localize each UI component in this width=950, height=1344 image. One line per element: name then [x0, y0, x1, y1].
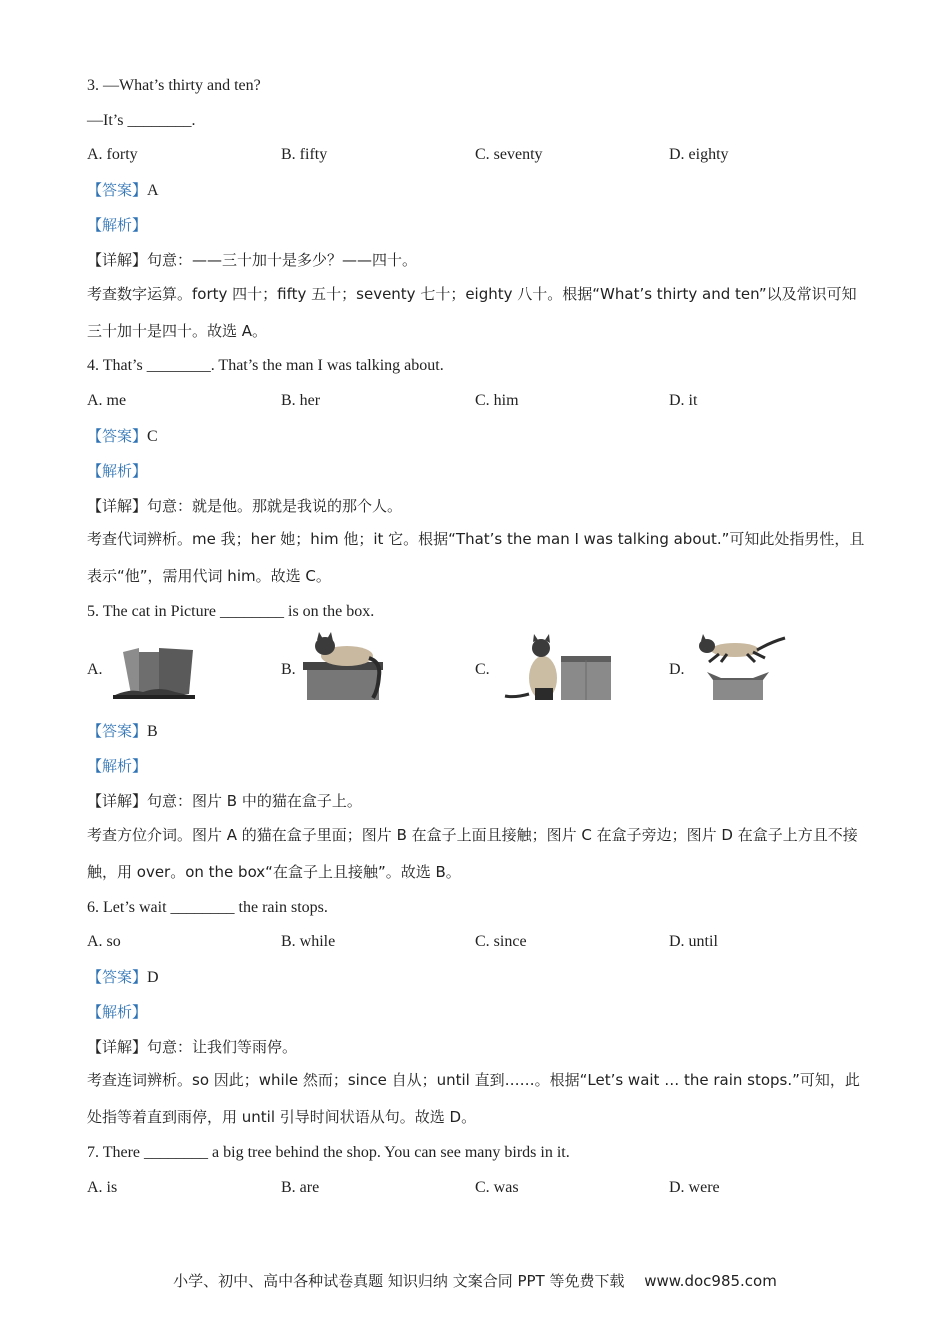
answer-value: D: [147, 969, 159, 986]
q3-option-d: D. eighty: [669, 146, 729, 163]
q4-detail: [87, 496, 402, 516]
q7-option-a: A. is: [87, 1179, 118, 1196]
option-letter: A.: [87, 661, 103, 678]
answer-value: B: [147, 723, 158, 740]
cat-over-box-picture: [691, 632, 787, 702]
q3-option-b: B. fifty: [281, 146, 328, 163]
q6-option-a: A. so: [87, 933, 121, 950]
q4-stem: 4. That’s ________. That’s the man I was talking about.: [87, 357, 444, 374]
q6-option-c: C. since: [475, 933, 527, 950]
q4-explanation: 考查代词辨析。me 我；her 她；him 他；it 它。根据“That’s the man I was talking about.”可知此处指男性，且表示“他”，需用代词 him。故选 C。: [87, 530, 865, 585]
answer-value: C: [147, 428, 158, 445]
detail-tag: 【详解】: [87, 497, 148, 515]
answer-value: A: [147, 182, 159, 199]
q5-stem: 5. The cat in Picture ________ is on the box.: [87, 603, 375, 620]
detail-text: 句意：让我们等雨停。: [147, 1038, 298, 1056]
q3-option-c: C. seventy: [475, 146, 543, 163]
answer-tag: 【答案】: [87, 181, 148, 199]
q7-stem: 7. There ________ a big tree behind the shop. You can see many birds in it.: [87, 1144, 570, 1161]
detail-text: 句意：图片 B 中的猫在盒子上。: [147, 792, 362, 810]
q3-detail: [87, 250, 417, 270]
q7-options: [87, 1178, 867, 1198]
q4-answer: [87, 426, 158, 447]
q5-analysis-tag: 【解析】: [87, 757, 148, 775]
q3-option-a: A. forty: [87, 146, 138, 163]
cat-beside-box-picture: [495, 632, 615, 702]
detail-tag: 【详解】: [87, 1038, 148, 1056]
page-footer: 小学、初中、高中各种试卷真题 知识归纳 文案合同 PPT 等免费下载 www.doc985.com: [173, 1272, 777, 1290]
q6-answer: [87, 967, 159, 988]
q4-option-a: A. me: [87, 392, 127, 409]
q5-option-a: [87, 632, 281, 704]
q3-stem: 3. —What’s thirty and ten?: [87, 77, 261, 94]
q3-options: [87, 145, 867, 165]
q3-stem-line2: —It’s ________.: [87, 112, 196, 129]
q4-analysis-tag: 【解析】: [87, 462, 148, 480]
option-letter: B.: [281, 661, 296, 678]
q4-option-c: C. him: [475, 392, 519, 409]
q5-detail: [87, 791, 362, 811]
option-letter: D.: [669, 661, 685, 678]
detail-text: 句意：就是他。那就是我说的那个人。: [147, 497, 403, 515]
cat-in-box-picture: [109, 632, 199, 702]
q6-options: [87, 932, 867, 952]
q6-detail: [87, 1037, 297, 1057]
detail-tag: 【详解】: [87, 792, 148, 810]
q6-stem: 6. Let’s wait ________ the rain stops.: [87, 899, 328, 916]
q6-analysis-tag: 【解析】: [87, 1003, 148, 1021]
q6-option-b: B. while: [281, 933, 336, 950]
q7-option-b: B. are: [281, 1179, 320, 1196]
option-letter: C.: [475, 661, 490, 678]
q4-option-b: B. her: [281, 392, 321, 409]
q4-option-d: D. it: [669, 392, 698, 409]
q5-option-c: [475, 632, 669, 704]
answer-tag: 【答案】: [87, 722, 148, 740]
q4-options: [87, 391, 867, 411]
cat-on-box-picture: [303, 632, 387, 702]
q3-answer: [87, 180, 159, 201]
q3-explanation: 考查数字运算。forty 四十；fifty 五十；seventy 七十；eighty 八十。根据“What’s thirty and ten”以及常识可知三十加十是四十。故选 A。: [87, 285, 857, 340]
q5-explanation: 考查方位介词。图片 A 的猫在盒子里面；图片 B 在盒子上面且接触；图片 C 在盒子旁边；图片 D 在盒子上方且不接触，用 over。on the box“在盒子上且接触”。故选 B。: [87, 826, 858, 881]
q7-option-d: D. were: [669, 1179, 720, 1196]
detail-tag: 【详解】: [87, 251, 148, 269]
q5-picture-options: [87, 632, 867, 704]
q5-answer: [87, 721, 158, 742]
detail-text: 句意：——三十加十是多少？——四十。: [147, 251, 418, 269]
q3-analysis-tag: 【解析】: [87, 216, 148, 234]
answer-tag: 【答案】: [87, 427, 148, 445]
q7-option-c: C. was: [475, 1179, 519, 1196]
q6-explanation: 考查连词辨析。so 因此；while 然而；since 自从；until 直到……。根据“Let’s wait … the rain stops.”可知，此处指等着直到雨停，用 until 引导时间状语从句。故选 D。: [87, 1071, 860, 1126]
q5-option-d: [669, 632, 867, 704]
q6-option-d: D. until: [669, 933, 718, 950]
q5-option-b: [281, 632, 475, 704]
answer-tag: 【答案】: [87, 968, 148, 986]
